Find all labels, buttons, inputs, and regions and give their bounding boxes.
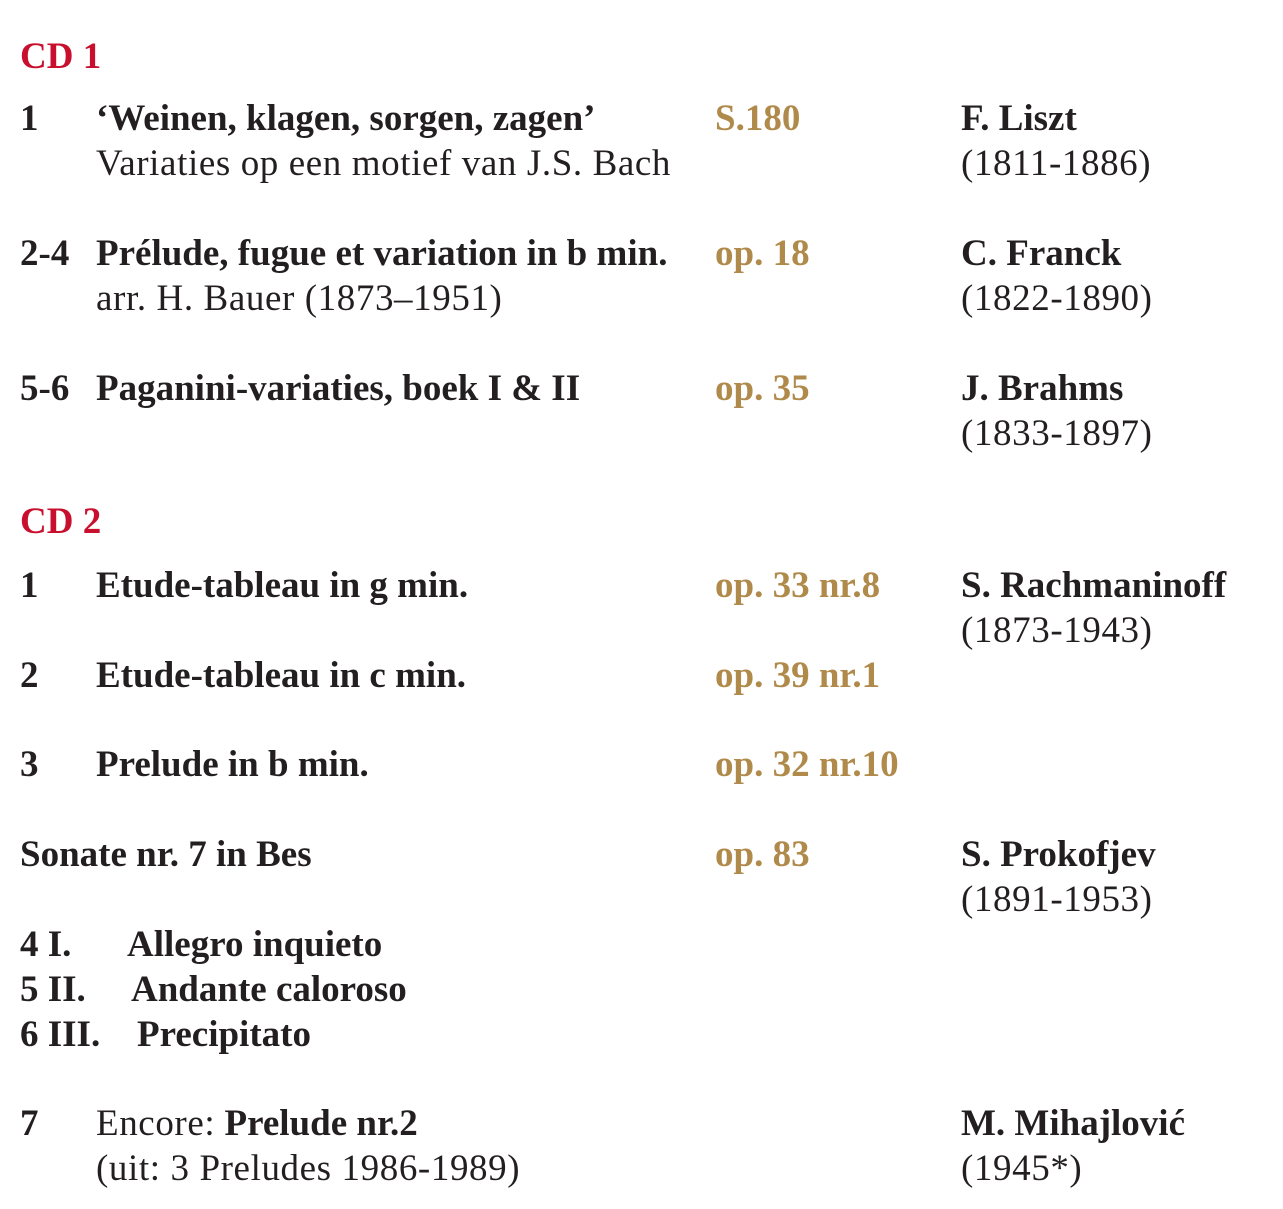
composer-dates: (1873-1943) <box>961 610 1153 651</box>
composer-name: C. Franck <box>961 233 1122 274</box>
track-title: Paganini-variaties, boek I & II <box>96 368 581 409</box>
composer-dates: (1811-1886) <box>961 143 1152 184</box>
track-number: 1 <box>20 98 39 139</box>
track-title: ‘Weinen, klagen, sorgen, zagen’ <box>96 98 596 139</box>
encore-line <box>96 1101 418 1146</box>
track-number: 5-6 <box>20 368 70 409</box>
track-number: 2 <box>20 655 39 696</box>
composer-dates: (1822-1890) <box>961 278 1153 319</box>
track-number: 2-4 <box>20 233 70 274</box>
cd2-heading: CD 2 <box>20 501 102 542</box>
track-number: 7 <box>20 1103 39 1144</box>
track-title: Etude-tableau in c min. <box>96 655 467 696</box>
track-opus: op. 18 <box>715 233 810 274</box>
cd1-heading: CD 1 <box>20 36 102 77</box>
track-title: Prelude in b min. <box>96 744 369 785</box>
composer-dates: (1945*) <box>961 1148 1083 1189</box>
movement-title: Andante caloroso <box>131 969 407 1010</box>
track-number: 3 <box>20 744 39 785</box>
track-subtitle: Variaties op een motief van J.S. Bach <box>96 143 671 184</box>
movement-number: 4 I. <box>20 924 72 965</box>
movement-number: 5 II. <box>20 969 86 1010</box>
sonata-opus: op. 83 <box>715 834 810 875</box>
sonata-title: Sonate nr. 7 in Bes <box>20 834 312 875</box>
track-opus: op. 33 nr.8 <box>715 565 881 606</box>
track-opus: op. 35 <box>715 368 810 409</box>
movement-title: Precipitato <box>137 1014 311 1055</box>
composer-name: M. Mihajlović <box>961 1103 1186 1144</box>
encore-title: Prelude nr.2 <box>224 1103 418 1144</box>
composer-name: S. Prokofjev <box>961 834 1156 875</box>
movement-title: Allegro inquieto <box>127 924 383 965</box>
track-title: Etude-tableau in g min. <box>96 565 469 606</box>
encore-subtitle: (uit: 3 Preludes 1986-1989) <box>96 1148 521 1189</box>
track-subtitle: arr. H. Bauer (1873–1951) <box>96 278 503 319</box>
encore-prefix: Encore: <box>96 1103 216 1144</box>
composer-name: J. Brahms <box>961 368 1124 409</box>
track-opus: op. 39 nr.1 <box>715 655 881 696</box>
composer-name: S. Rachmaninoff <box>961 565 1227 606</box>
composer-name: F. Liszt <box>961 98 1077 139</box>
composer-dates: (1891-1953) <box>961 879 1153 920</box>
track-opus: op. 32 nr.10 <box>715 744 899 785</box>
track-opus: S.180 <box>715 98 801 139</box>
composer-dates: (1833-1897) <box>961 413 1153 454</box>
track-title: Prélude, fugue et variation in b min. <box>96 233 668 274</box>
track-number: 1 <box>20 565 39 606</box>
movement-number: 6 III. <box>20 1014 101 1055</box>
